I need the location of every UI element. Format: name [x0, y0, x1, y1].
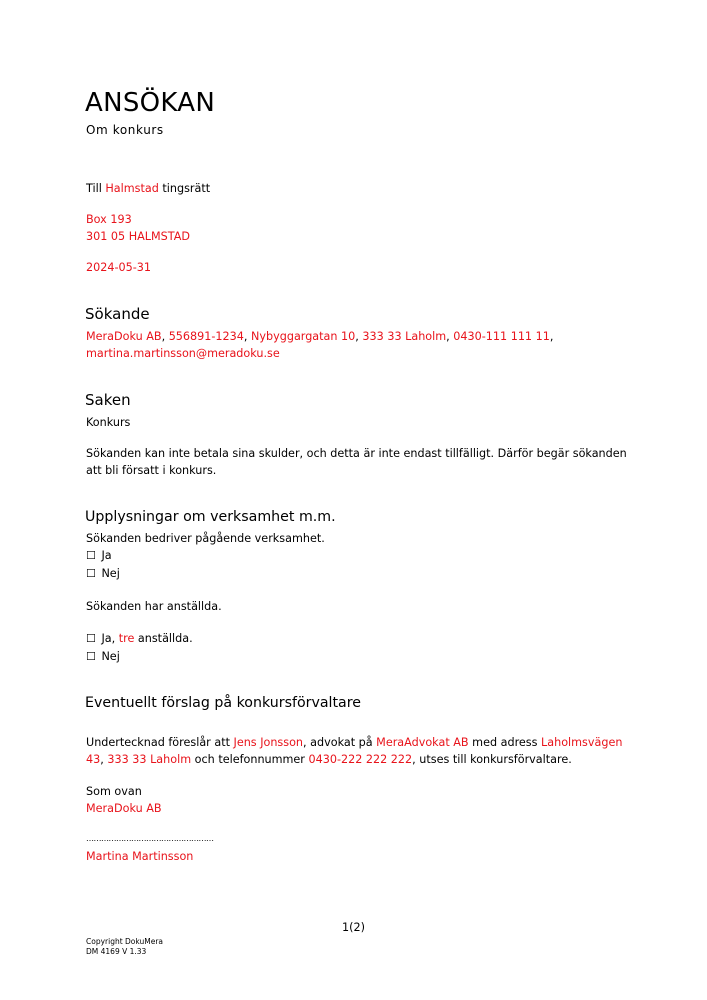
q2-no-label: Nej	[101, 650, 120, 663]
matter-statement-line-2: att bli försatt i konkurs.	[86, 463, 217, 477]
q2-yes-suffix: anställda.	[137, 632, 193, 645]
document-date: 2024-05-31	[86, 261, 152, 274]
recipient-line	[86, 181, 210, 198]
business-q2-yes-option[interactable]	[86, 631, 193, 648]
footer-copyright: Copyright DokuMera	[86, 937, 164, 946]
document-subtitle: Om konkurs	[86, 123, 164, 137]
business-question-1: Sökanden bedriver pågående verksamhet.	[86, 532, 325, 545]
business-question-2: Sökanden har anställda.	[86, 600, 222, 613]
q1-yes-label: Ja	[101, 549, 112, 562]
recipient-prefix: Till	[86, 182, 102, 195]
court-city: Halmstad	[105, 182, 159, 195]
matter-type: Konkurs	[86, 416, 131, 429]
trustee-line-2: 43, 333 33 Laholm och telefonnummer 0430-222 222 222, utses till konkursförvaltare.	[86, 752, 572, 766]
applicant-email: martina.martinsson@meradoku.se	[86, 346, 280, 360]
business-q1-yes-option[interactable]	[86, 548, 112, 565]
applicant-details	[86, 329, 646, 362]
applicant-heading: Sökande	[85, 305, 150, 323]
signature-line: ……………………………………………	[86, 834, 214, 843]
business-q2-no-option[interactable]	[86, 649, 120, 666]
applicant-line-1: MeraDoku AB, 556891-1234, Nybyggargatan 10, 333 33 Laholm, 0430-111 111 11,	[86, 330, 554, 343]
checkbox-q1-no[interactable]: ☐	[86, 567, 96, 580]
signatory-name: Martina Martinsson	[86, 850, 194, 863]
trustee-proposal	[86, 735, 631, 768]
business-q1-no-option[interactable]	[86, 566, 120, 583]
checkbox-q2-yes[interactable]: ☐	[86, 632, 96, 645]
q1-no-label: Nej	[101, 567, 120, 580]
matter-statement-line-1: Sökanden kan inte betala sina skulder, och detta är inte endast tillfälligt. Därför begär sökanden	[86, 447, 627, 460]
document-title: ANSÖKAN	[85, 88, 216, 118]
trustee-name: Jens Jonsson	[233, 736, 304, 749]
checkbox-q2-no[interactable]: ☐	[86, 650, 96, 663]
footer-version: DM 4169 V 1.33	[86, 947, 147, 956]
trustee-heading: Eventuellt förslag på konkursförvaltare	[85, 695, 362, 711]
trustee-address-street: Laholmsvägen	[541, 736, 623, 749]
recipient-address	[86, 212, 190, 245]
signature-company: MeraDoku AB	[86, 802, 162, 815]
q2-yes-prefix: Ja,	[101, 632, 116, 645]
trustee-address-number: 43	[86, 752, 101, 766]
applicant-postal: 333 33 Laholm	[362, 330, 447, 343]
matter-statement	[86, 446, 646, 479]
recipient-suffix: tingsrätt	[162, 182, 211, 195]
employee-count: tre	[118, 632, 135, 645]
applicant-org-number: 556891-1234	[168, 330, 244, 343]
applicant-company: MeraDoku AB	[86, 330, 162, 343]
page-number: 1(2)	[342, 921, 365, 934]
trustee-phone: 0430-222 222 222	[308, 752, 413, 766]
matter-heading: Saken	[85, 391, 131, 409]
business-info-heading: Upplysningar om verksamhet m.m.	[85, 509, 336, 525]
signature-closing: Som ovan	[86, 785, 142, 798]
trustee-line-1: Undertecknad föreslår att Jens Jonsson, advokat på MeraAdvokat AB med adress Laholmsvägen	[86, 736, 623, 749]
applicant-street: Nybyggargatan 10	[251, 330, 356, 343]
checkbox-q1-yes[interactable]: ☐	[86, 549, 96, 562]
address-line-2: 301 05 HALMSTAD	[86, 229, 190, 243]
address-line-1: Box 193	[86, 213, 132, 226]
trustee-firm: MeraAdvokat AB	[376, 736, 469, 749]
trustee-address-postal: 333 33 Laholm	[107, 752, 192, 766]
applicant-phone: 0430-111 111 11	[453, 330, 550, 343]
